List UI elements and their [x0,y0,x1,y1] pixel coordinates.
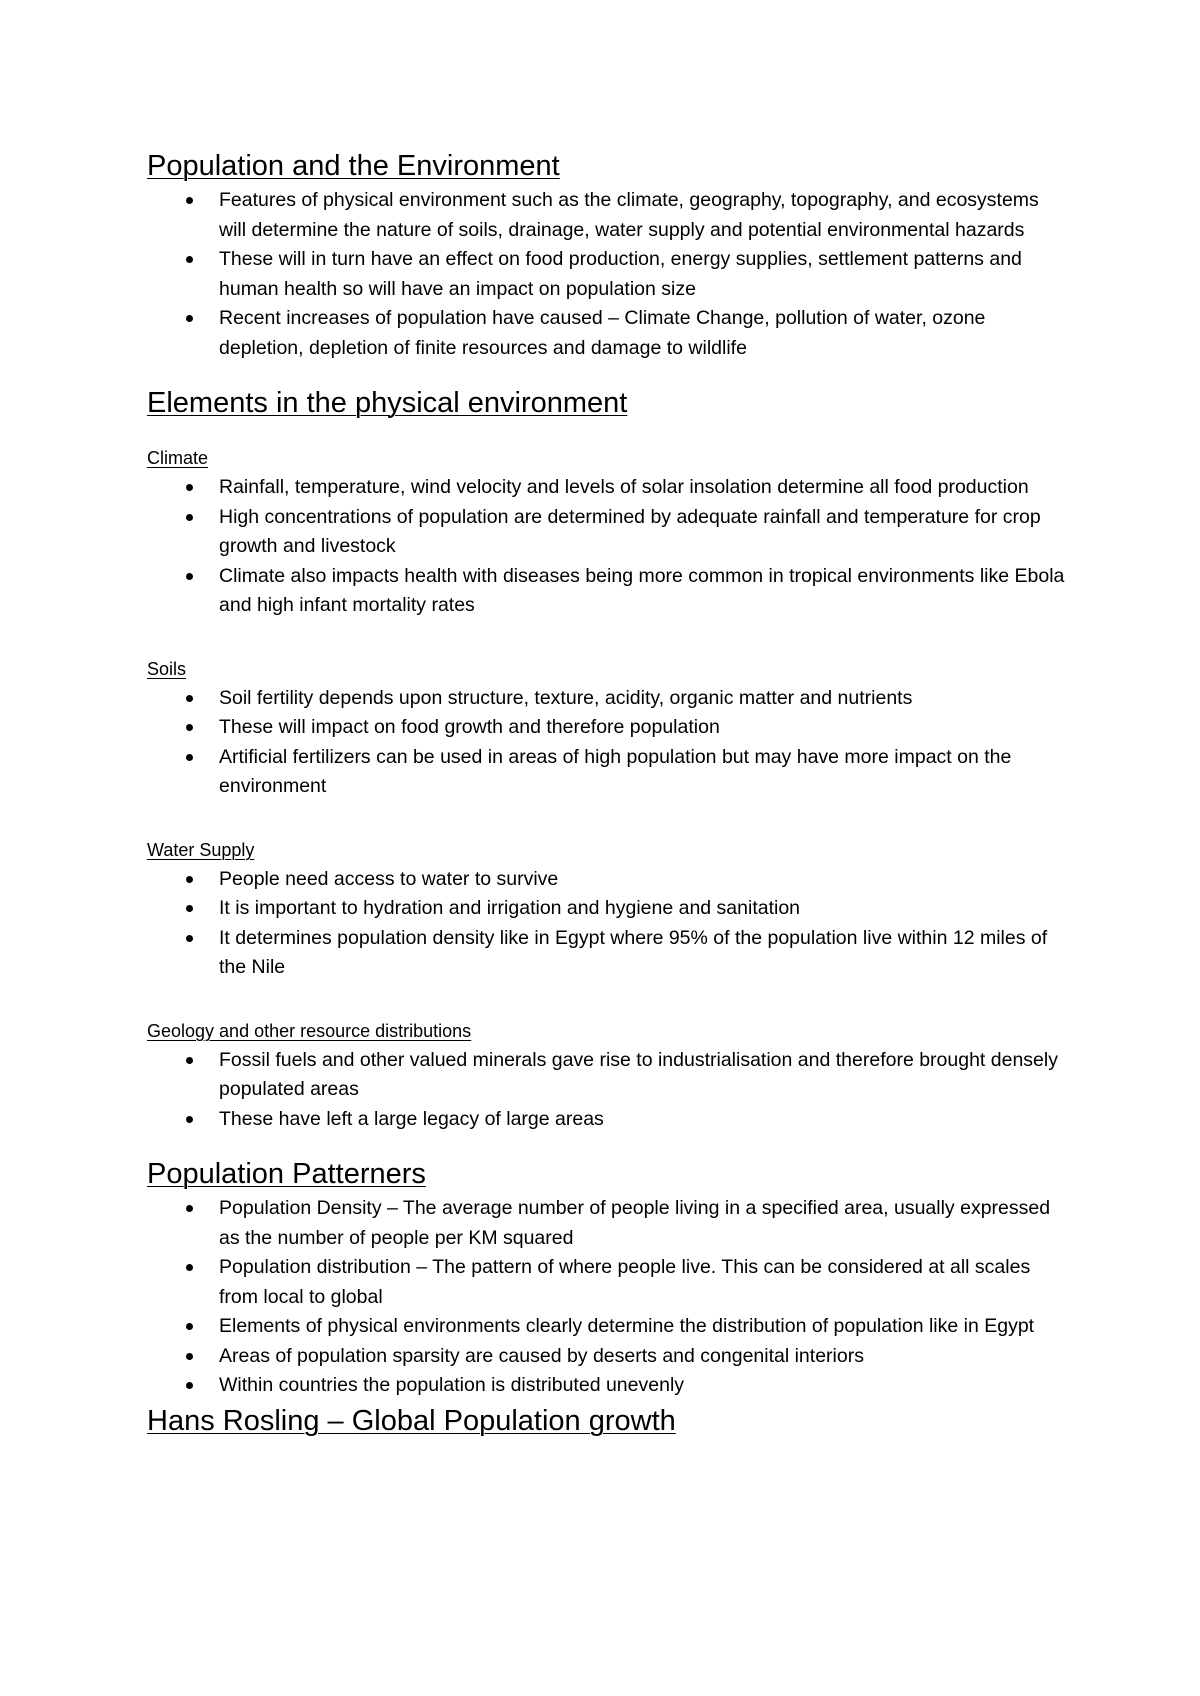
list-item-text: Artificial fertilizers can be used in areas of high population but may have more impact on the environment [219,745,1012,797]
bullet-icon [186,905,193,912]
subheading-climate: Climate [147,448,209,468]
list-item-text: High concentrations of population are determined by adequate rainfall and temperature for crop growth and livestock [219,505,1041,557]
bullet-list-climate [147,473,1067,621]
list-item-text: It is important to hydration and irrigation and hygiene and sanitation [219,897,801,919]
bullet-icon [186,754,193,761]
bullet-icon [186,695,193,702]
list-item [147,473,1067,503]
list-item-text: Within countries the population is distributed unevenly [219,1374,685,1396]
list-item [147,186,1067,245]
list-item [147,304,1067,363]
bullet-icon [186,935,193,942]
list-item [147,713,1067,743]
bullet-icon [186,1264,193,1271]
bullet-list-geology [147,1046,1067,1135]
list-item [147,684,1067,714]
bullet-icon [186,573,193,580]
list-item [147,1046,1067,1105]
document-page [147,146,1067,1441]
list-item-text: It determines population density like in Egypt where 95% of the population live within 12 miles of the Nile [219,926,1048,978]
section-heading-elements-physical-environment: Elements in the physical environment [147,387,628,419]
bullet-icon [186,315,193,322]
bullet-list-population-environment [147,186,1067,363]
list-item-text: Climate also impacts health with diseases being more common in tropical environments like Ebola and high infant mortality rates [219,564,1065,616]
subheading-soils: Soils [147,658,187,679]
section-heading-hans-rosling: Hans Rosling – Global Population growth [147,1404,676,1437]
list-item-text: Fossil fuels and other valued minerals gave rise to industrialisation and therefore brought densely populated areas [219,1048,1058,1100]
bullet-icon [186,1353,193,1360]
list-item-text: Soil fertility depends upon structure, texture, acidity, organic matter and nutrients [219,686,913,709]
list-item-text: These will in turn have an effect on food production, energy supplies, settlement patterns and human health so will have an impact on population size [219,248,1022,300]
list-item [147,1105,1067,1135]
bullet-icon [186,197,193,204]
list-item [147,1312,1067,1342]
bullet-icon [186,1057,193,1064]
bullet-icon [186,514,193,521]
list-item [147,245,1067,304]
bullet-icon [186,876,193,883]
list-item [147,503,1067,562]
list-item-text: These have left a large legacy of large areas [219,1107,604,1130]
list-item-text: Elements of physical environments clearly determine the distribution of population like in Egypt [219,1315,1035,1337]
bullet-icon [186,1382,193,1389]
list-item-text: Population distribution – The pattern of where people live. This can be considered at all scales from local to global [219,1256,1031,1308]
bullet-icon [186,256,193,263]
bullet-list-population-patterners [147,1194,1067,1401]
section-heading-population-and-environment: Population and the Environment [147,150,560,182]
list-item [147,1253,1067,1312]
list-item [147,1342,1067,1372]
list-item-text: Rainfall, temperature, wind velocity and levels of solar insolation determine all food production [219,476,1029,498]
list-item [147,1371,1067,1401]
subheading-geology-resources: Geology and other resource distributions [147,1020,472,1041]
bullet-list-water-supply [147,865,1067,983]
list-item-text: Areas of population sparsity are caused by deserts and congenital interiors [219,1344,864,1367]
list-item [147,743,1067,802]
bullet-icon [186,1116,193,1123]
bullet-list-soils [147,684,1067,802]
bullet-icon [186,1323,193,1330]
list-item-text: These will impact on food growth and therefore population [219,716,720,738]
list-item-text: People need access to water to survive [219,867,559,890]
list-item [147,924,1067,983]
list-item-text: Recent increases of population have caused – Climate Change, pollution of water, ozone depletion, depletion of finite resources and damage to wildlife [219,307,986,359]
subheading-water-supply: Water Supply [147,839,255,860]
list-item [147,865,1067,895]
list-item-text: Population Density – The average number of people living in a specified area, usually expressed as the number of people per KM squared [219,1197,1051,1249]
section-heading-population-patterners: Population Patterners [147,1158,426,1190]
list-item [147,1194,1067,1253]
list-item [147,562,1067,621]
list-item [147,894,1067,924]
bullet-icon [186,484,193,491]
list-item-text: Features of physical environment such as the climate, geography, topography, and ecosystems will determine the nature of soils, drainage, water supply and potential environmental hazards [219,189,1039,241]
bullet-icon [186,1205,193,1212]
bullet-icon [186,724,193,731]
